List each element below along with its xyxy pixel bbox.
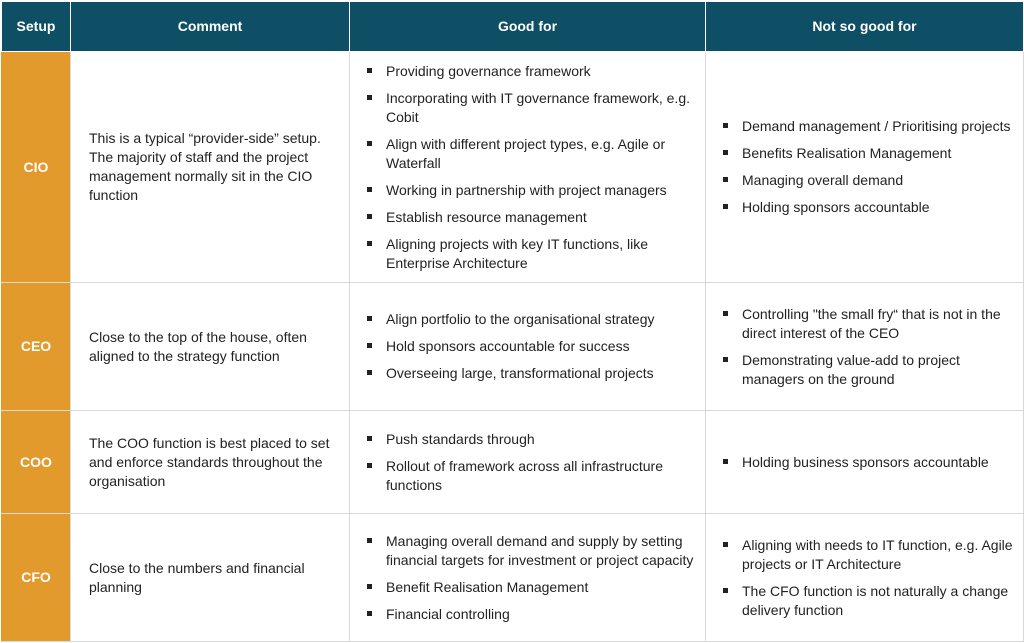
table-row <box>2 411 1024 514</box>
list-item: Demonstrating value-add to project managers on the ground <box>723 351 1013 389</box>
list-item: Holding business sponsors accountable <box>723 453 1013 472</box>
list-item: Align with different project types, e.g. Agile or Waterfall <box>367 135 695 173</box>
list-item: Push standards through <box>367 430 695 449</box>
list-item: Establish resource management <box>367 208 695 227</box>
list-item: Rollout of framework across all infrastructure functions <box>367 457 695 495</box>
list-item: Demand management / Prioritising projects <box>723 117 1013 136</box>
list-item: Benefits Realisation Management <box>723 144 1013 163</box>
good-for-list <box>350 532 705 624</box>
good-for-cell <box>350 52 706 283</box>
header-not-so-good-for: Not so good for <box>706 2 1024 52</box>
header-good-for: Good for <box>350 2 706 52</box>
list-item: Financial controlling <box>367 605 695 624</box>
comment-cell: The COO function is best placed to set and enforce standards throughout the organisation <box>71 411 350 514</box>
good-for-cell <box>350 514 706 642</box>
table-row <box>2 514 1024 642</box>
header-setup: Setup <box>2 2 71 52</box>
header-row <box>2 2 1024 52</box>
list-item: Aligning with needs to IT function, e.g. Agile projects or IT Architecture <box>723 536 1013 574</box>
not-so-good-for-cell <box>706 514 1024 642</box>
comment-cell: Close to the numbers and financial planning <box>71 514 350 642</box>
list-item: Providing governance framework <box>367 62 695 81</box>
good-for-list <box>350 430 705 495</box>
setup-cell: CIO <box>2 52 71 283</box>
not-so-good-for-list <box>706 536 1023 620</box>
list-item: Managing overall demand and supply by setting financial targets for investment or project capacity <box>367 532 695 570</box>
not-so-good-for-list <box>706 453 1023 472</box>
list-item: Incorporating with IT governance framework, e.g. Cobit <box>367 89 695 127</box>
not-so-good-for-cell <box>706 52 1024 283</box>
table-row <box>2 52 1024 283</box>
list-item: Benefit Realisation Management <box>367 578 695 597</box>
list-item: Align portfolio to the organisational strategy <box>367 310 695 329</box>
good-for-cell <box>350 283 706 411</box>
list-item: Overseeing large, transformational projects <box>367 364 695 383</box>
list-item: Working in partnership with project managers <box>367 181 695 200</box>
not-so-good-for-list <box>706 117 1023 217</box>
setup-cell: CFO <box>2 514 71 642</box>
setup-cell: COO <box>2 411 71 514</box>
setup-cell: CEO <box>2 283 71 411</box>
good-for-list <box>350 310 705 383</box>
list-item: Managing overall demand <box>723 171 1013 190</box>
good-for-list <box>350 62 705 273</box>
not-so-good-for-cell <box>706 283 1024 411</box>
good-for-cell <box>350 411 706 514</box>
list-item: Holding sponsors accountable <box>723 198 1013 217</box>
comparison-table <box>1 1 1024 642</box>
list-item: Hold sponsors accountable for success <box>367 337 695 356</box>
not-so-good-for-list <box>706 305 1023 389</box>
comment-cell: Close to the top of the house, often aligned to the strategy function <box>71 283 350 411</box>
table-row <box>2 283 1024 411</box>
not-so-good-for-cell <box>706 411 1024 514</box>
header-comment: Comment <box>71 2 350 52</box>
list-item: Aligning projects with key IT functions, like Enterprise Architecture <box>367 235 695 273</box>
comment-cell: This is a typical “provider-side” setup. The majority of staff and the project management normally sit in the CIO function <box>71 52 350 283</box>
list-item: The CFO function is not naturally a change delivery function <box>723 582 1013 620</box>
list-item: Controlling "the small fry“ that is not in the direct interest of the CEO <box>723 305 1013 343</box>
